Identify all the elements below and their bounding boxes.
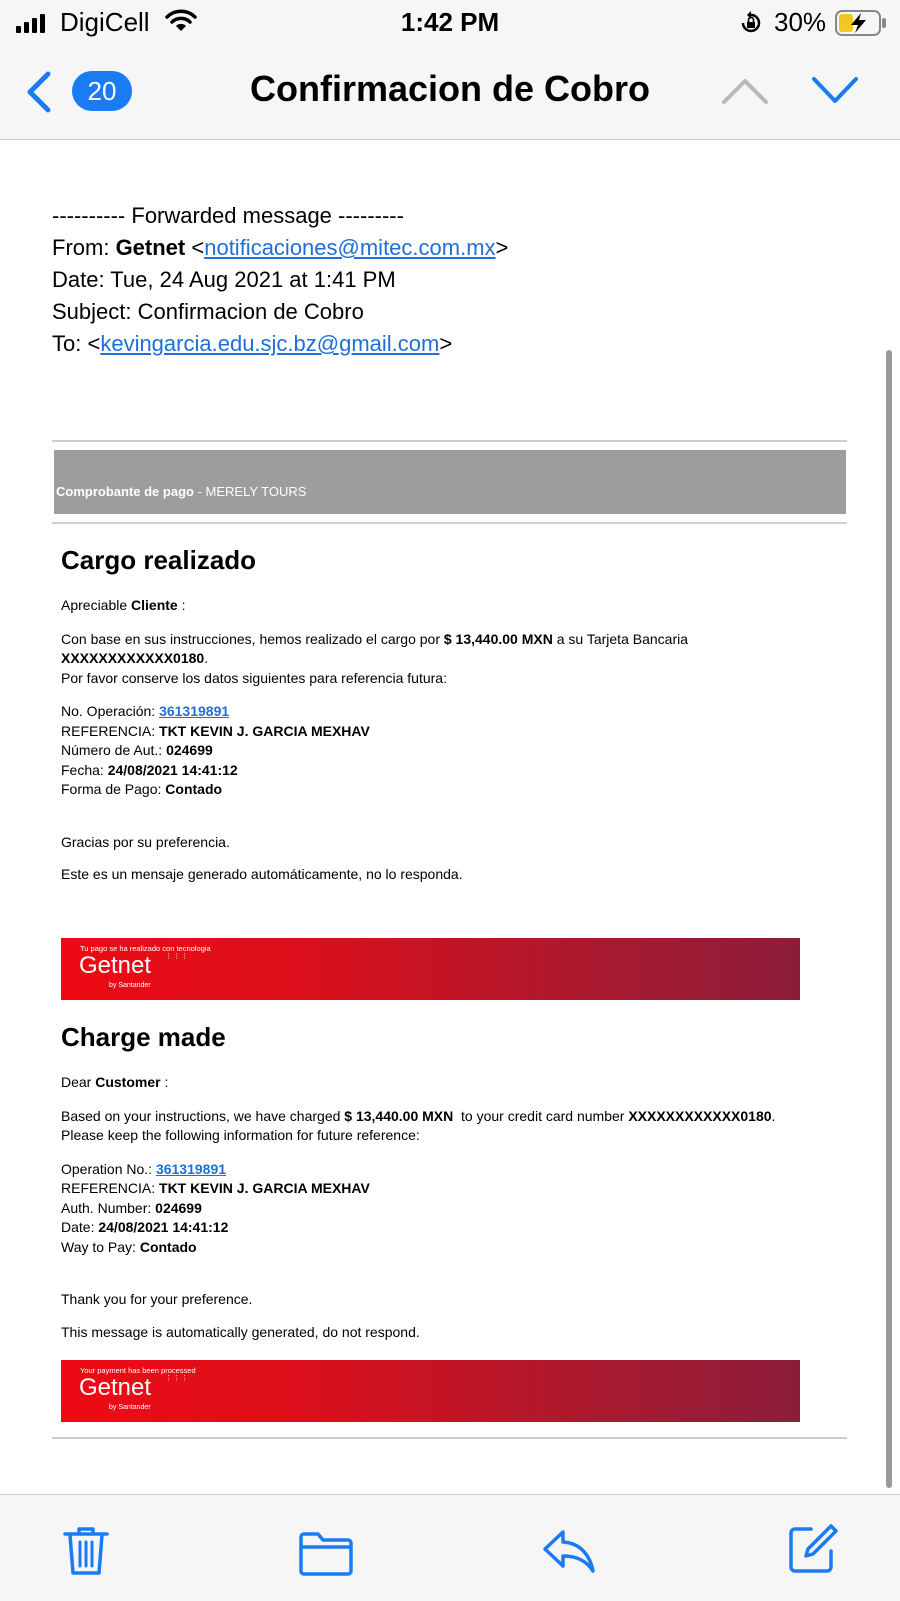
logo-dots: ⋮⋮⋮ [165, 1375, 189, 1382]
email-subject-title: Confirmacion de Cobro [249, 68, 650, 109]
reference-value: TKT KEVIN J. GARCIA MEXHAV [159, 722, 370, 739]
down-chevron-icon[interactable] [810, 74, 860, 106]
unread-count-badge[interactable]: 20 [72, 71, 132, 111]
thanks-line: Gracias por su preferencia. [61, 833, 230, 850]
getnet-banner [61, 938, 800, 1000]
bottom-toolbar [0, 1494, 900, 1601]
getnet-logo: Getnet [79, 1374, 152, 1401]
from-email-link[interactable]: notificaciones@mitec.com.mx [204, 235, 496, 260]
auth-number: 024699 [155, 1199, 202, 1216]
divider [52, 522, 847, 524]
banner-title: Comprobante de pago [56, 484, 194, 499]
details-block: No. Operación: 361319891 REFERENCIA: TKT KEVIN J. GARCIA MEXHAV Número de Aut.: 024699 Fecha: 24/08/2021 14:41:12 Forma de Pago: Contado [61, 703, 370, 797]
spanish-section [61, 544, 841, 885]
up-chevron-icon[interactable] [720, 76, 770, 106]
divider [52, 440, 847, 442]
card-number: XXXXXXXXXXXX0180 [628, 1107, 772, 1124]
subject-line: Subject: Confirmacion de Cobro [52, 299, 364, 324]
divider [52, 1437, 847, 1439]
charge-date: 24/08/2021 14:41:12 [107, 761, 238, 778]
charge-paragraph: Based on your instructions, we have charged $ 13,440.00 MXN to your credit card number XXXXXXXXXXXX0180. Please keep the following information for future reference: [61, 1107, 776, 1143]
santander-tag: by Santander [109, 982, 151, 989]
greeting: Dear Customer : [61, 1074, 169, 1090]
banner-small-text: Tu pago se ha realizado con tecnologia [80, 944, 211, 953]
to-line: To: <kevingarcia.edu.sjc.bz@gmail.com> [52, 331, 453, 356]
auto-message-line: This message is automatically generated, do not respond. [61, 1323, 420, 1340]
getnet-banner [61, 1360, 800, 1422]
forward-line: ---------- Forwarded message --------- [52, 203, 404, 228]
battery-charging-icon [835, 10, 889, 36]
english-section [61, 1021, 841, 1342]
folder-icon[interactable] [298, 1531, 354, 1577]
santander-tag: by Santander [109, 1404, 151, 1411]
to-email-link[interactable]: kevingarcia.edu.sjc.bz@gmail.com [100, 331, 440, 356]
rotation-lock-icon [738, 10, 764, 36]
auth-number: 024699 [166, 742, 213, 758]
charge-paragraph: Con base en sus instrucciones, hemos realizado el cargo por $ 13,440.00 MXN a su Tarjeta Bancaria XXXXXXXXXXXX0180. Por favor conserve los datos siguientes para referencia futura: [61, 630, 688, 686]
payment-method: Contado [139, 1238, 197, 1255]
thanks-line: Thank you for your preference. [61, 1291, 253, 1307]
to-label: To: [52, 331, 88, 356]
payment-method: Contado [165, 781, 223, 797]
section-heading: Cargo realizado [61, 545, 257, 575]
carrier-name: DigiCell [60, 7, 150, 37]
charge-amount: $ 13,440.00 MXN [443, 630, 553, 647]
trash-icon[interactable] [62, 1525, 110, 1577]
operation-number-link[interactable]: 361319891 [159, 703, 230, 719]
status-bar [0, 0, 900, 48]
section-heading: Charge made [61, 1022, 226, 1052]
banner-merchant: - MERELY TOURS [193, 484, 307, 499]
getnet-logo: Getnet [79, 952, 152, 979]
charge-amount: $ 13,440.00 MXN [344, 1107, 454, 1124]
banner-small-text: Your payment has been processed [80, 1366, 196, 1375]
navigation-bar [0, 48, 900, 140]
battery-percent: 30% [774, 7, 827, 37]
from-line: From: Getnet <notificaciones@mitec.com.mx> [52, 235, 509, 260]
logo-dots: ⋮⋮⋮ [165, 953, 189, 960]
charge-date: 24/08/2021 14:41:12 [98, 1219, 229, 1235]
reply-icon[interactable] [542, 1528, 596, 1574]
date-line: Date: Tue, 24 Aug 2021 at 1:41 PM [52, 267, 396, 292]
compose-icon[interactable] [787, 1523, 839, 1575]
from-label: From: [52, 235, 116, 260]
status-time: 1:42 PM [400, 7, 500, 37]
details-block: Operation No.: 361319891 REFERENCIA: TKT KEVIN J. GARCIA MEXHAV Auth. Number: 024699 Date: 24/08/2021 14:41:12 Way to Pay: Contado [61, 1160, 370, 1255]
greeting: Apreciable Cliente : [61, 597, 186, 613]
card-number: XXXXXXXXXXXX0180 [61, 650, 205, 666]
scrollbar[interactable] [886, 350, 892, 1488]
reference-value: TKT KEVIN J. GARCIA MEXHAV [159, 1180, 370, 1196]
receipt-banner [54, 450, 846, 514]
forwarded-header [52, 200, 508, 360]
operation-number-link[interactable]: 361319891 [155, 1160, 227, 1177]
auto-message-line: Este es un mensaje generado automáticamente, no lo responda. [61, 866, 463, 882]
from-name: Getnet [115, 235, 186, 260]
